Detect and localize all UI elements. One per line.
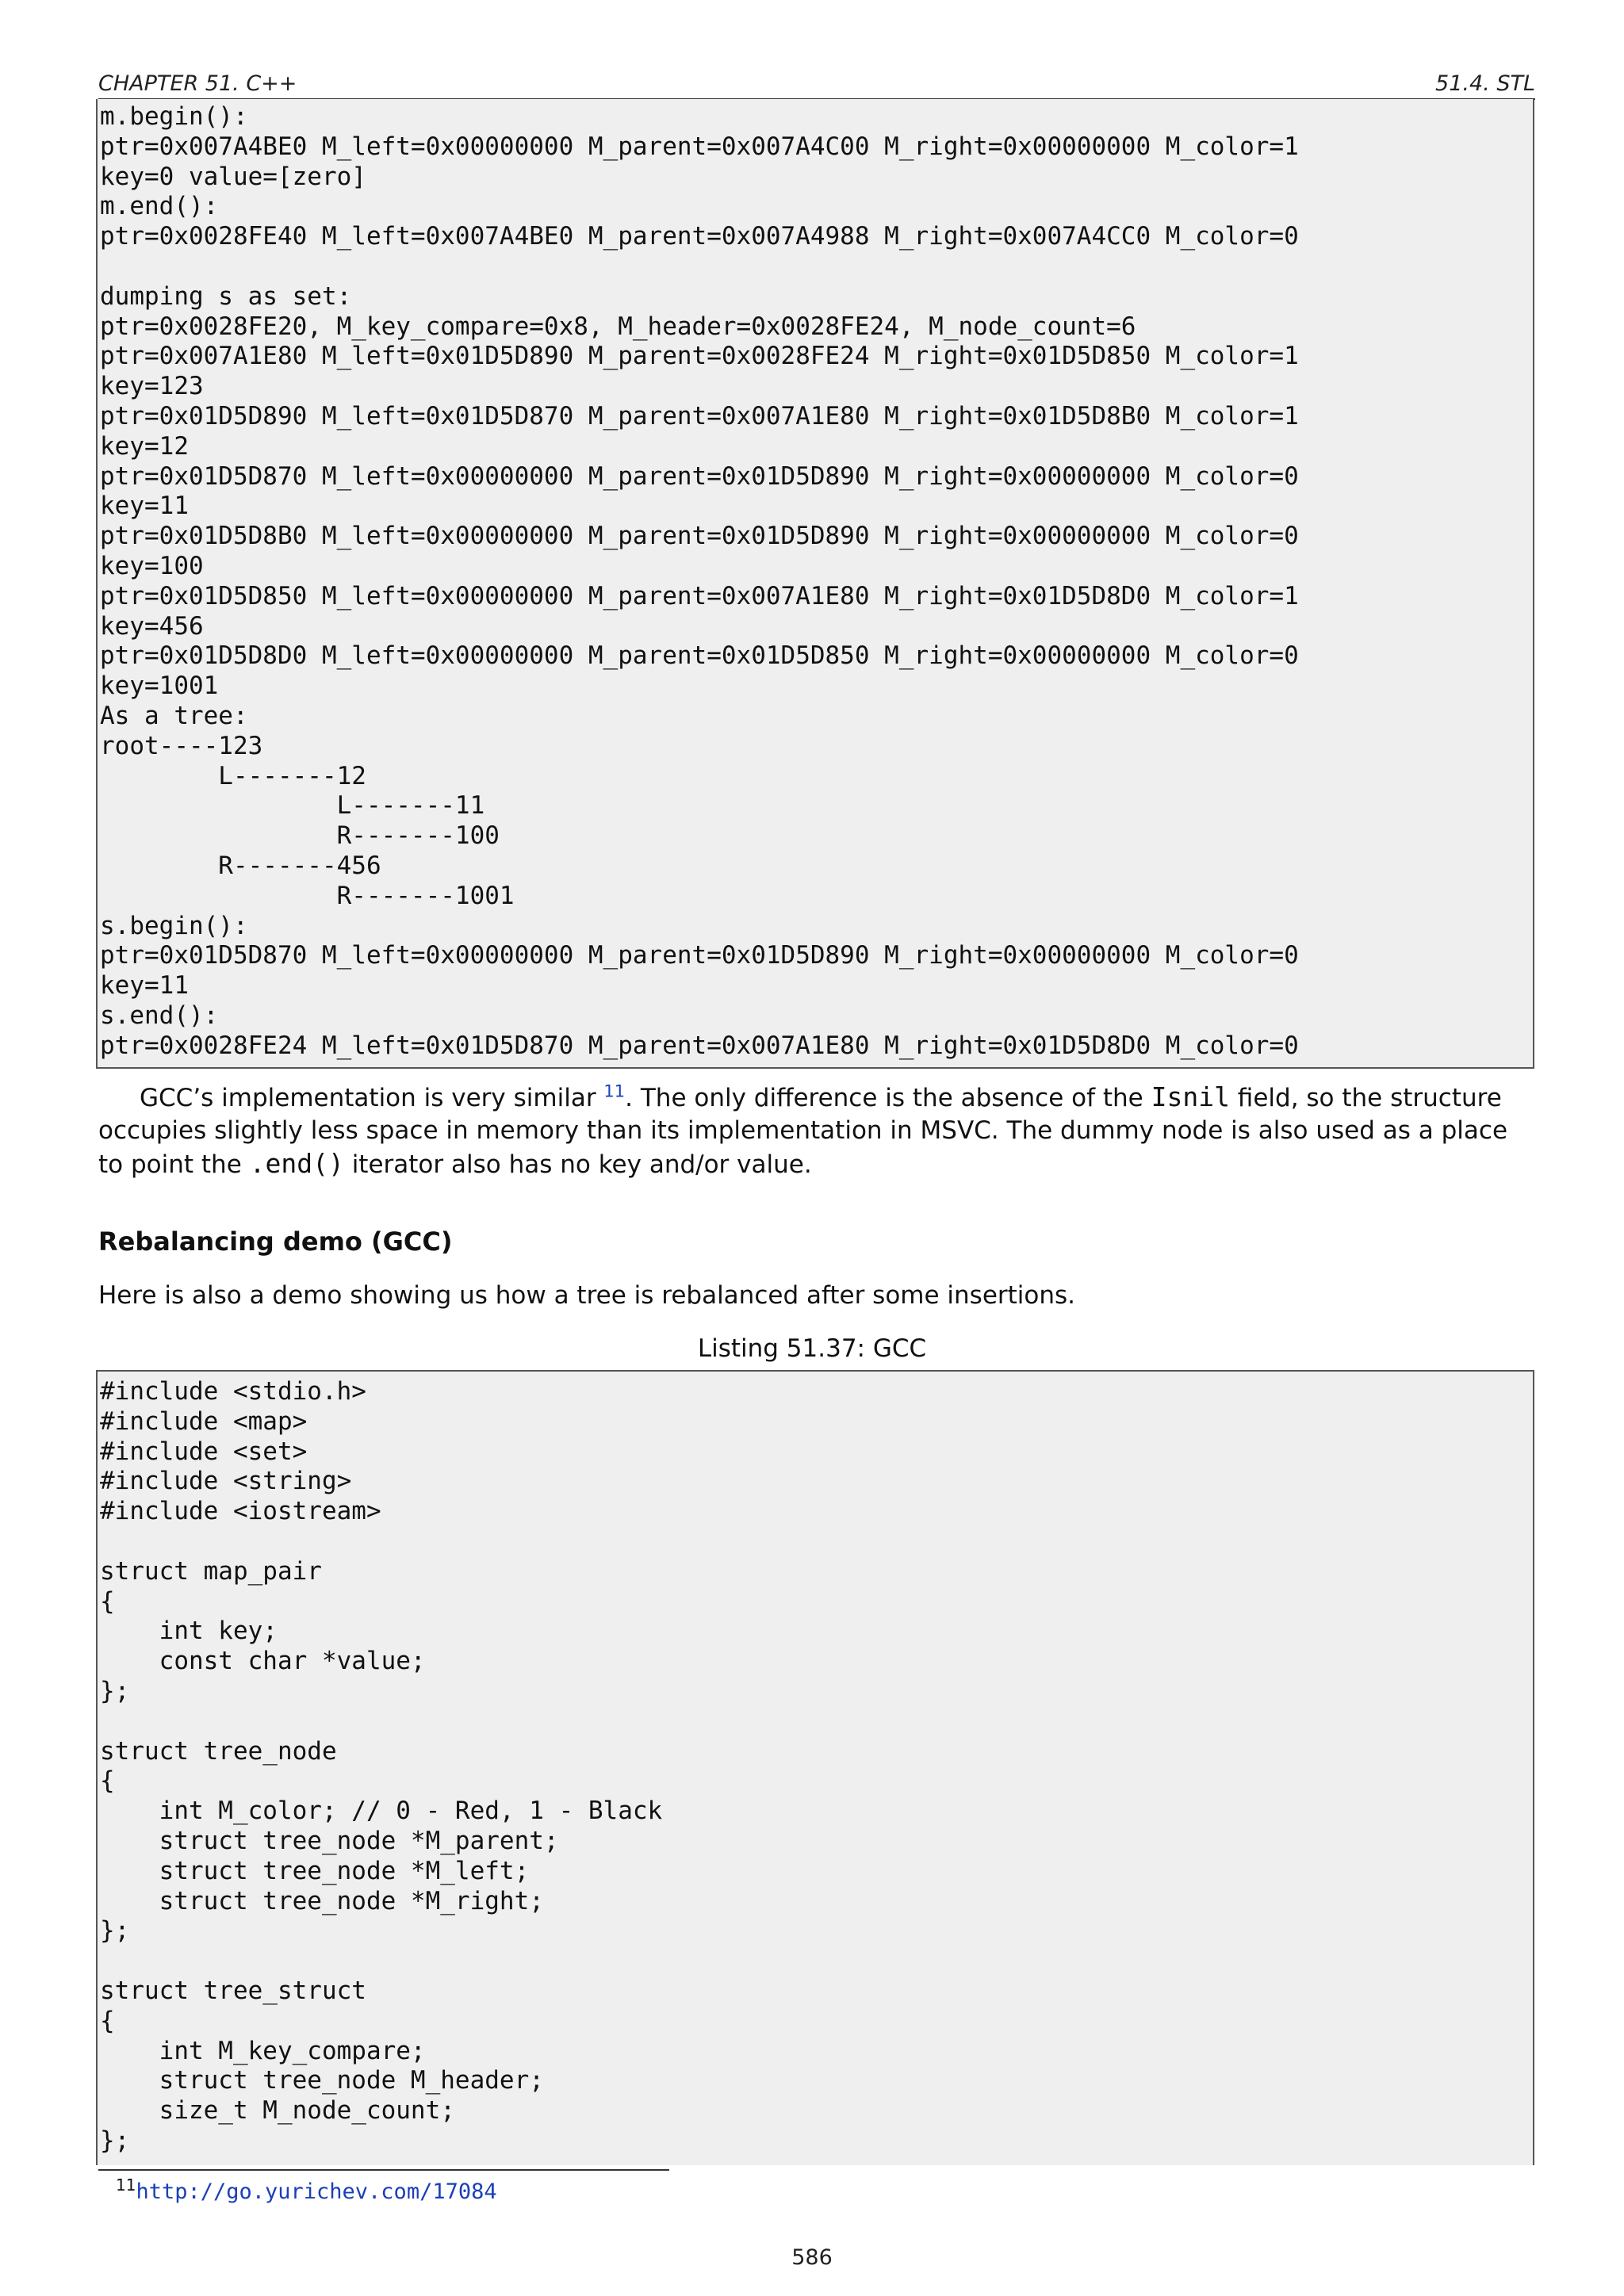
listing-caption: Listing 51.37: GCC — [697, 1334, 927, 1363]
code-listing: #include <stdio.h> #include <map> #include <set> #include <string> #include <iostream> struct map_pair { int key; const char *value; }; struct tree_node { int M_color; // 0 - Red, 1 - Black struct tree_node *M_parent; struct tree_node *M_left; struct tree_node *M_right; }; struct tree_struct { int M_key_compare; struct tree_node M_header; size_t M_node_count; }; — [100, 1377, 663, 2155]
footnote-number: 11 — [116, 2175, 136, 2195]
section-heading: Rebalancing demo (GCC) — [98, 1226, 453, 1257]
implementation-paragraph — [98, 1081, 1535, 1181]
footnote-divider — [98, 2169, 669, 2171]
paragraph-text-2: . The only difference is the absence of the — [625, 1084, 1151, 1112]
page-header — [98, 67, 1535, 100]
inline-code-end: .end() — [249, 1148, 344, 1179]
code-listing-box — [96, 1370, 1534, 2165]
chapter-title: CHAPTER 51. C++ — [98, 71, 297, 96]
section-title: 51.4. STL — [1435, 71, 1535, 96]
output-listing: m.begin(): ptr=0x007A4BE0 M_left=0x00000000 M_parent=0x007A4C00 M_right=0x00000000 M_color=1 key=0 value=[zero] m.end(): ptr=0x0028FE40 M_left=0x007A4BE0 M_parent=0x007A4988 M_right=0x007A4CC0 M_color=0 dumping s as set: ptr=0x0028FE20, M_key_compare=0x8, M_header=0x0028FE24, M_node_count=6 ptr=0x007A1E80 M_left=0x01D5D890 M_parent=0x0028FE24 M_right=0x01D5D850 M_color=1 key=123 ptr=0x01D5D890 M_left=0x01D5D870 M_parent=0x007A1E80 M_right=0x01D5D8B0 M_color=1 key=12 ptr=0x01D5D870 M_left=0x00000000 M_parent=0x01D5D890 M_right=0x00000000 M_color=0 key=11 ptr=0x01D5D8B0 M_left=0x00000000 M_parent=0x01D5D890 M_right=0x00000000 M_color=0 key=100 ptr=0x01D5D850 M_left=0x00000000 M_parent=0x007A1E80 M_right=0x01D5D8D0 M_color=1 key=456 ptr=0x01D5D8D0 M_left=0x00000000 M_parent=0x01D5D850 M_right=0x00000000 M_color=0 key=1001 As a tree: root----123 L-------12 L-------11 R-------100 R-------456 R-------1001 s.begin(): ptr=0x01D5D870 M_left=0x00000000 M_parent=0x01D5D890 M_right=0x00000000 M_color=0 key=11 s.end(): ptr=0x0028FE24 M_left=0x01D5D870 M_parent=0x007A1E80 M_right=0x01D5D8D0 M_color=0 — [100, 102, 1299, 1060]
paragraph-text-1: GCC’s implementation is very similar — [140, 1084, 604, 1112]
inline-code-isnil: Isnil — [1151, 1081, 1230, 1112]
footnote — [116, 2175, 497, 2204]
paragraph-text-4: iterator also has no key and/or value. — [343, 1150, 812, 1179]
page-number: 586 — [791, 2245, 833, 2270]
footnote-link[interactable]: http://go.yurichev.com/17084 — [136, 2179, 497, 2204]
footnote-reference[interactable]: 11 — [603, 1081, 626, 1101]
paragraph-text-3: field, so the structure occupies slightly less space in memory than its implementation in MSVC. The dummy node is also used as a place to point the — [98, 1084, 1508, 1179]
intro-paragraph: Here is also a demo showing us how a tree is rebalanced after some insertions. — [98, 1281, 1076, 1310]
output-listing-box — [96, 99, 1534, 1069]
